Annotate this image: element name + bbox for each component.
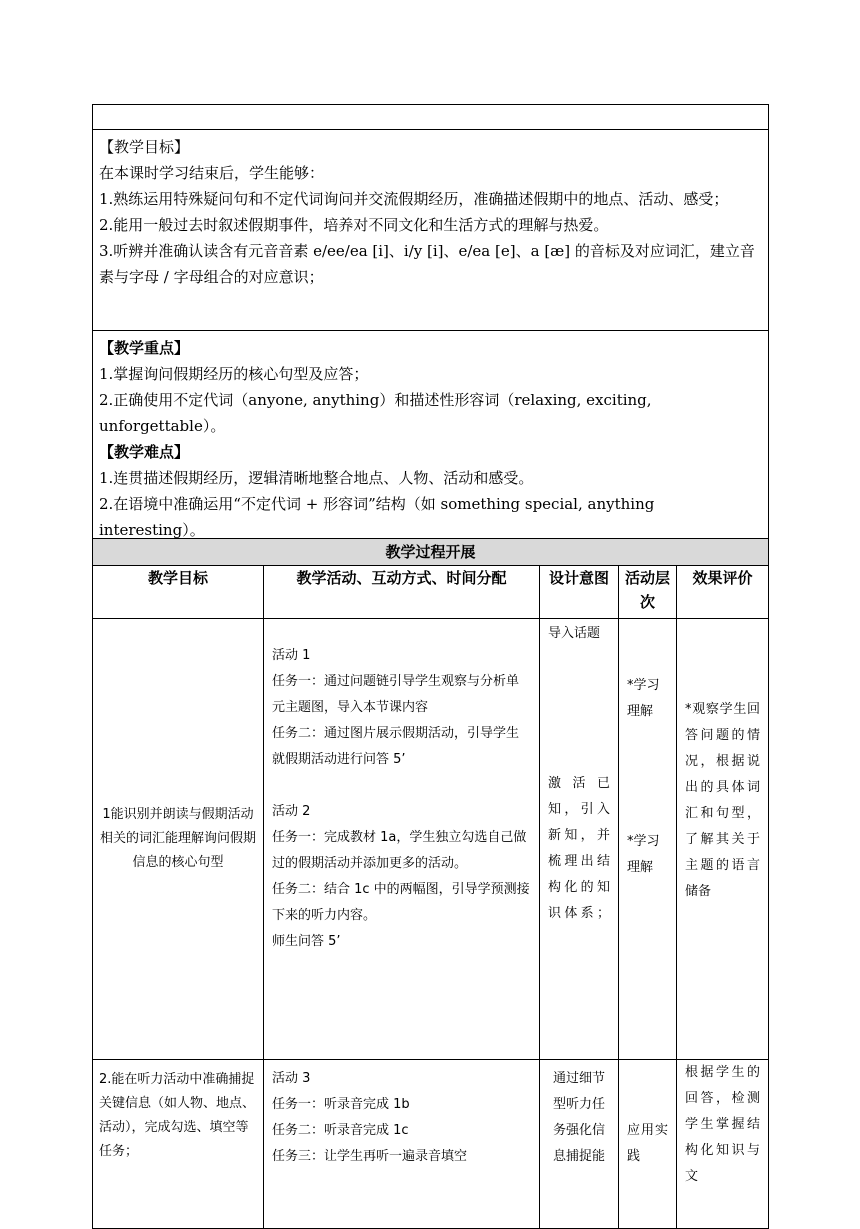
lesson-plan-table: [92, 104, 769, 1229]
row-activities: [264, 1060, 540, 1229]
teaching-goals-intro: 在本课时学习结束后，学生能够：: [99, 164, 325, 182]
activity-task: 任务二：听录音完成 1c: [272, 1123, 409, 1138]
teaching-goals-row: [93, 130, 769, 331]
difficult-point-item: 2.在语境中准确运用“不定代词 + 形容词”结构（如 something special, anything interesting）。: [99, 495, 655, 539]
activity-task: 任务三：让学生再听一遍录音填空: [272, 1149, 468, 1164]
design-intent-text: 激活已知，引入新知，并梳理出结构化的知识体系；: [548, 776, 610, 921]
teaching-goals-heading: 【教学目标】: [99, 138, 190, 156]
blank-header-row: [93, 105, 769, 130]
difficult-points-heading: 【教学难点】: [99, 443, 190, 461]
table-row: [93, 619, 769, 1060]
process-header-row: [93, 566, 769, 619]
column-header-level: 活动层次: [619, 566, 677, 619]
row-evaluation: *观察学生回答问题的情况，根据说出的具体词汇和句型，了解其关于主题的语言储备: [677, 619, 769, 1060]
teaching-goal-item: 1.熟练运用特殊疑问句和不定代词询问并交流假期经历，准确描述假期中的地点、活动、感受；: [99, 190, 729, 208]
column-header-goal: 教学目标: [93, 566, 264, 619]
teaching-goal-item: 2.能用一般过去时叙述假期事件，培养对不同文化和生活方式的理解与热爱。: [99, 216, 609, 234]
activity-task: 师生问答 5’: [272, 934, 341, 949]
key-points-heading: 【教学重点】: [99, 339, 190, 357]
teaching-goals-section: [93, 130, 768, 330]
row-activities: [264, 619, 540, 1060]
key-point-item: 1.掌握询问假期经历的核心句型及应答；: [99, 365, 369, 383]
row-goal: 1能识别并朗读与假期活动相关的词汇能理解询问假期信息的核心句型: [93, 619, 264, 1060]
key-difficult-points-row: [93, 331, 769, 539]
activity-task: 任务二：结合 1c 中的两幅图，引导学预测接下来的听力内容。: [272, 882, 530, 923]
row-activity-level: [619, 619, 677, 1060]
row-design-intent: [540, 619, 619, 1060]
row-activity-level: 应用实践: [619, 1060, 677, 1229]
activity-title: 活动 1: [272, 648, 311, 663]
design-intent-text: 导入话题: [548, 626, 601, 641]
teaching-goal-item: 3.听辨并准确认读含有元音音素 e/ee/ea [i]、i/y [i]、e/ea [e]、a [æ] 的音标及对应词汇，建立音素与字母 / 字母组合的对应意识；: [99, 242, 755, 286]
key-point-item: 2.正确使用不定代词（anyone, anything）和描述性形容词（relaxing, exciting, unforgettable）。: [99, 391, 652, 435]
row-design-intent: 通过细节型听力任务强化信息捕捉能: [540, 1060, 619, 1229]
row-evaluation: 根据学生的回答，检测学生掌握结构化知识与文: [677, 1060, 769, 1229]
activity-task: 任务一：听录音完成 1b: [272, 1097, 410, 1112]
table-row: [93, 1060, 769, 1229]
column-header-activity: 教学活动、互动方式、时间分配: [264, 566, 540, 619]
activity-task: 任务一：通过问题链引导学生观察与分析单元主题图，导入本节课内容: [272, 674, 520, 715]
column-header-evaluation: 效果评价: [677, 566, 769, 619]
activity-level-text: *学习理解: [627, 834, 660, 875]
activity-task: 任务二：通过图片展示假期活动，引导学生就假期活动进行问答 5’: [272, 726, 520, 767]
row-goal: 2.能在听力活动中准确捕捉关键信息（如人物、地点、活动），完成勾选、填空等任务；: [93, 1060, 264, 1229]
difficult-point-item: 1.连贯描述假期经历，逻辑清晰地整合地点、人物、活动和感受。: [99, 469, 534, 487]
activity-task: 任务一：完成教材 1a，学生独立勾选自己做过的假期活动并添加更多的活动。: [272, 830, 527, 871]
column-header-design: 设计意图: [540, 566, 619, 619]
activity-title: 活动 2: [272, 804, 311, 819]
process-title: 教学过程开展: [93, 539, 769, 566]
activity-title: 活动 3: [272, 1071, 311, 1086]
key-difficult-points-section: [93, 331, 768, 538]
activity-level-text: *学习理解: [627, 678, 660, 719]
lesson-plan-page: [92, 104, 768, 1229]
